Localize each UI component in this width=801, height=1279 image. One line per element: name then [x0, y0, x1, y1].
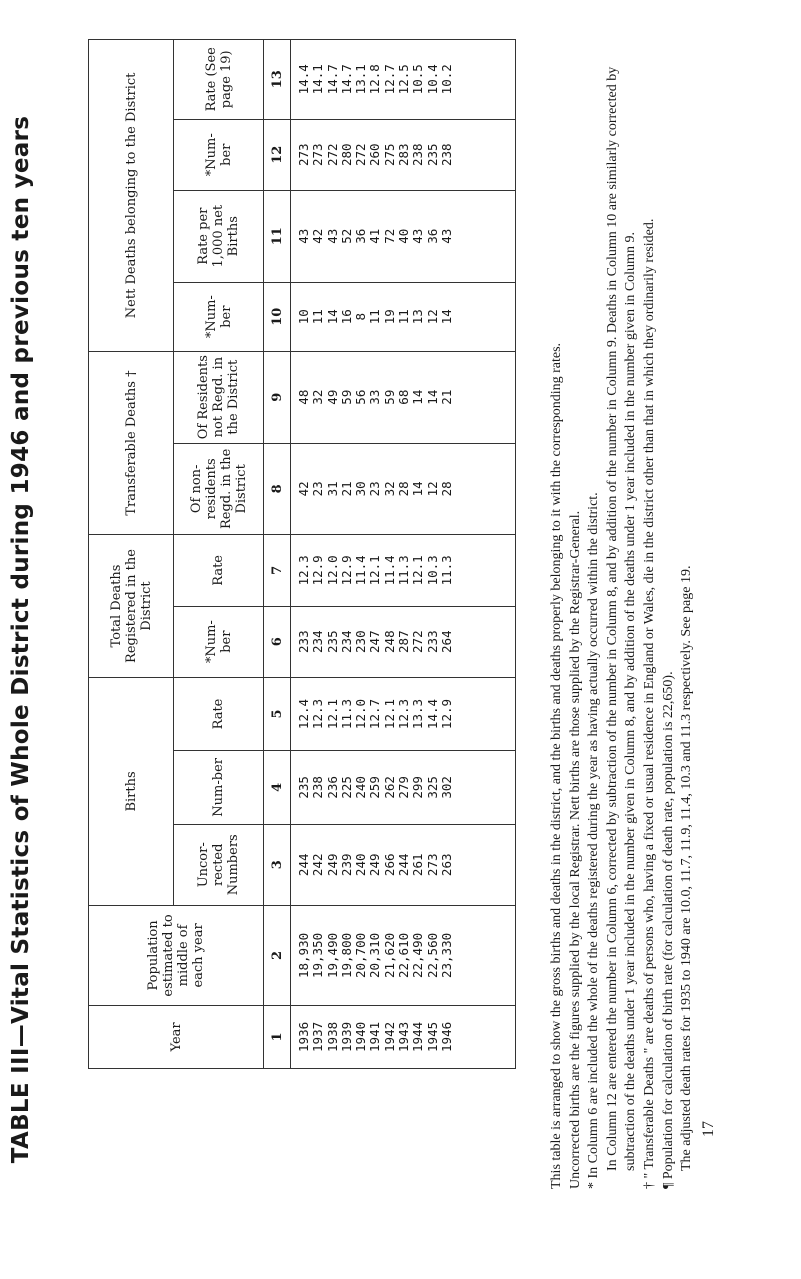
table-cell: 72 — [381, 228, 397, 244]
table-cell: 32 — [310, 389, 326, 405]
page-number: 17 — [700, 1121, 717, 1137]
table-cell: 225 — [338, 776, 354, 799]
table-cell: 52 — [338, 228, 354, 244]
table-cell: 275 — [381, 143, 397, 166]
header-births-uncorrected: Uncor-rected Numbers — [174, 824, 264, 906]
table-cell: 249 — [367, 853, 383, 877]
col-nonresidents — [291, 443, 516, 535]
table-cell: 13 — [410, 309, 426, 325]
table-cell: 239 — [338, 853, 354, 877]
table-cell: 244 — [396, 853, 412, 877]
table-cell: 20,700 — [353, 932, 369, 979]
table-cell: 11 — [396, 309, 412, 325]
table-cell: 11.3 — [396, 555, 412, 586]
header-under1-number: *Num-ber — [174, 282, 264, 351]
table-cell: 31 — [324, 481, 340, 497]
table-cell: 233 — [296, 630, 311, 653]
column-number: 2 — [264, 906, 291, 1006]
table-cell: 272 — [353, 143, 369, 166]
table-cell: 22,610 — [396, 932, 412, 979]
footnote: * In Column 6 are included the whole of the deaths registered during the year as having actually occurred within the district. — [586, 492, 602, 1189]
table-cell: 279 — [396, 776, 412, 799]
table-cell: 240 — [353, 776, 369, 799]
table-cell: 12.3 — [310, 698, 326, 730]
footnote: † " Transferable Deaths " are deaths of persons who, having a fixed or usual residence in England or Wales, die in the district other than that in which they ordinarily resided. — [641, 218, 657, 1189]
header-births-nett-number: Num-ber — [174, 751, 264, 824]
table-cell: 12.9 — [310, 555, 326, 586]
header-births-nett-rate: Rate — [174, 677, 264, 750]
table-cell: 262 — [381, 776, 397, 799]
table-cell: 325 — [424, 776, 440, 799]
table-cell: 12.0 — [353, 698, 369, 730]
table-cell: 234 — [338, 630, 354, 653]
table-cell: 14 — [324, 309, 340, 325]
table-cell: 36 — [353, 228, 369, 244]
table-cell: 283 — [396, 143, 412, 166]
table-cell: 33 — [367, 389, 383, 405]
column-number: 6 — [264, 606, 291, 677]
table-cell: 1946 — [438, 1021, 454, 1052]
table-cell: 1941 — [367, 1021, 383, 1052]
table-cell: 18,930 — [296, 932, 311, 979]
table-cell: 19,350 — [310, 932, 326, 979]
table-cell: 43 — [324, 228, 340, 244]
table-cell: 21 — [338, 481, 354, 497]
table-cell: 14 — [438, 309, 454, 325]
table-cell: 23 — [367, 481, 383, 497]
table-cell: 28 — [438, 481, 454, 497]
table-cell: 1940 — [353, 1021, 369, 1052]
col-allages-number — [291, 119, 516, 190]
table-cell: 266 — [381, 853, 397, 877]
table-cell: 1939 — [338, 1021, 354, 1052]
table-cell: 12.4 — [296, 698, 311, 730]
column-number: 13 — [264, 40, 291, 120]
footnote: This table is arranged to show the gross births and deaths in the district, and the births and deaths properly belonging to it with the corresponding rates. — [549, 342, 564, 1189]
col-population — [291, 906, 516, 1006]
header-under1-rate: Rate per 1,000 net Births — [174, 190, 264, 282]
table-cell: 263 — [438, 853, 454, 877]
table-cell: 236 — [324, 776, 340, 799]
table-cell: 261 — [410, 853, 426, 877]
table-cell: 14 — [424, 389, 440, 405]
table-cell: 249 — [324, 853, 340, 877]
header-population: Population estimated to middle of each year — [89, 906, 264, 1006]
table-cell: 14 — [410, 481, 426, 497]
table-cell: 12.1 — [324, 698, 340, 730]
table-cell: 12 — [424, 481, 440, 497]
table-cell: 43 — [296, 228, 311, 244]
col-births-uncorrected — [291, 824, 516, 906]
header-nonresidents: Of non-residents Regd. in the District — [174, 443, 264, 535]
header-allages-rate: Rate (See page 19) — [174, 40, 264, 120]
table-cell: 43 — [410, 228, 426, 244]
table-cell: 30 — [353, 481, 369, 497]
table-cell: 22,560 — [424, 932, 440, 979]
table-cell: 19,800 — [338, 932, 354, 979]
col-deaths-number — [291, 606, 516, 677]
col-under1-rate — [291, 190, 516, 282]
header-allages-number: *Num-ber — [174, 119, 264, 190]
table-cell: 10.3 — [424, 555, 440, 586]
table-cell: 248 — [381, 630, 397, 653]
header-births: Births — [89, 677, 174, 905]
table-cell: 40 — [396, 228, 412, 244]
col-residents — [291, 351, 516, 443]
column-number: 11 — [264, 190, 291, 282]
table-cell: 68 — [396, 389, 412, 405]
table-cell: 233 — [424, 630, 440, 653]
table-cell: 19,490 — [324, 932, 340, 979]
table-cell: 299 — [410, 776, 426, 799]
table-cell: 11.3 — [438, 555, 454, 586]
table-cell: 12.9 — [438, 698, 454, 730]
table-cell: 264 — [438, 630, 454, 653]
table-cell: 20,310 — [367, 932, 383, 979]
header-deaths-number: *Num-ber — [174, 606, 264, 677]
table-cell: 1936 — [296, 1021, 311, 1052]
table-cell: 1938 — [324, 1021, 340, 1052]
table-cell: 259 — [367, 776, 383, 799]
table-cell: 10.5 — [410, 64, 426, 95]
table-cell: 14.1 — [310, 64, 326, 95]
header-total-deaths: Total Deaths Registered in the District — [89, 535, 174, 678]
table-cell: 1942 — [381, 1021, 397, 1052]
table-cell: 43 — [438, 228, 454, 244]
table-cell: 238 — [410, 143, 426, 166]
table-cell: 21,620 — [381, 932, 397, 979]
table-cell: 36 — [424, 228, 440, 244]
table-cell: 12.7 — [367, 698, 383, 730]
table-cell: 19 — [381, 309, 397, 325]
col-deaths-rate — [291, 535, 516, 606]
table-cell: 22,490 — [410, 932, 426, 979]
table-cell: 280 — [338, 143, 354, 166]
col-allages-rate — [291, 40, 516, 120]
table-cell: 1944 — [410, 1021, 426, 1052]
table-cell: 8 — [353, 312, 369, 321]
table-cell: 14 — [410, 389, 426, 405]
table-cell: 1943 — [396, 1021, 412, 1052]
table-cell: 56 — [353, 389, 369, 405]
table-cell: 28 — [396, 481, 412, 497]
table-cell: 247 — [367, 630, 383, 653]
table-cell: 49 — [324, 389, 340, 405]
table-cell: 235 — [424, 143, 440, 166]
table-cell: 12.1 — [381, 698, 397, 730]
table-cell: 11.3 — [338, 698, 354, 730]
table-cell: 13.1 — [353, 64, 369, 95]
header-transferable-deaths: Transferable Deaths † — [89, 351, 174, 534]
table-cell: 12.5 — [396, 64, 412, 95]
table-cell: 260 — [367, 143, 383, 166]
col-year — [291, 1005, 516, 1068]
table-cell: 14.4 — [424, 698, 440, 730]
table-cell: 12.7 — [381, 64, 397, 95]
table-cell: 240 — [353, 853, 369, 877]
table-cell: 10.2 — [438, 64, 454, 95]
table-cell: 12.3 — [396, 698, 412, 730]
table-cell: 238 — [438, 143, 454, 166]
table-cell: 238 — [310, 776, 326, 799]
vital-statistics-table — [88, 39, 516, 1069]
column-number: 1 — [264, 1005, 291, 1068]
column-number: 4 — [264, 751, 291, 824]
header-deaths-rate: Rate — [174, 535, 264, 606]
table-cell: 42 — [310, 228, 326, 244]
footnote: In Column 12 are entered the number in Column 6, corrected by subtraction of the number in Column 8, and by addition of the number in Column 9. Deaths in Column 10 are similarly corrected by subtraction of the deaths under 1 year included in the number given in Column 8, and by addition of the deaths under 1 year included in the number given in Column 9. — [604, 66, 639, 1171]
table-cell: 1937 — [310, 1021, 326, 1052]
table-cell: 12 — [424, 309, 440, 325]
table-cell: 42 — [296, 481, 311, 497]
table-cell: 59 — [381, 389, 397, 405]
table-cell: 235 — [324, 630, 340, 653]
footnotes — [548, 29, 697, 1189]
table-cell: 11.4 — [353, 555, 369, 586]
table-cell: 244 — [296, 853, 311, 877]
table-cell: 23 — [310, 481, 326, 497]
header-residents: Of Residents not Regd. in the District — [174, 351, 264, 443]
table-cell: 41 — [367, 228, 383, 244]
table-cell: 23,330 — [438, 932, 454, 979]
table-cell: 272 — [324, 143, 340, 166]
table-cell: 235 — [296, 776, 311, 799]
column-number: 9 — [264, 351, 291, 443]
col-births-nett-number — [291, 751, 516, 824]
table-cell: 242 — [310, 853, 326, 877]
table-cell: 12.8 — [367, 64, 383, 95]
column-number: 12 — [264, 119, 291, 190]
table-cell: 273 — [296, 143, 311, 166]
col-under1-number — [291, 282, 516, 351]
table-cell: 234 — [310, 630, 326, 653]
table-cell: 287 — [396, 630, 412, 653]
column-number: 7 — [264, 535, 291, 606]
table-cell: 302 — [438, 776, 454, 799]
table-cell: 273 — [424, 853, 440, 877]
column-number: 3 — [264, 824, 291, 906]
footnote: The adjusted death rates for 1935 to 1940 are 10.0, 11.7, 11.9, 11.4, 10.3 and 11.3 respectively. See page 19. — [679, 565, 695, 1171]
table-cell: 10.4 — [424, 64, 440, 95]
table-cell: 12.1 — [367, 555, 383, 586]
table-cell: 230 — [353, 630, 369, 653]
table-cell: 12.3 — [296, 555, 311, 586]
table-cell: 32 — [381, 481, 397, 497]
column-number: 8 — [264, 443, 291, 535]
column-number: 5 — [264, 677, 291, 750]
table-cell: 21 — [438, 389, 454, 405]
footnote: Uncorrected births are the figures supplied by the local Registrar. Nett births are those supplied by the Registrar-General. — [567, 510, 583, 1189]
table-cell: 11 — [310, 309, 326, 325]
table-cell: 12.1 — [410, 555, 426, 586]
table-cell: 59 — [338, 389, 354, 405]
table-cell: 14.7 — [338, 64, 354, 95]
table-cell: 16 — [338, 309, 354, 325]
table-cell: 11.4 — [381, 555, 397, 586]
footnote: ¶ Population for calculation of birth rate (for calculation of death rate, population is 22,650). — [660, 671, 676, 1189]
table-cell: 12.0 — [324, 555, 340, 586]
table-cell: 14.7 — [324, 64, 340, 95]
table-cell: 273 — [310, 143, 326, 166]
col-births-nett-rate — [291, 677, 516, 750]
table-cell: 11 — [367, 309, 383, 325]
table-cell: 14.4 — [296, 64, 311, 95]
table-cell: 1945 — [424, 1021, 440, 1052]
table-cell: 10 — [296, 309, 311, 325]
header-nett-deaths: Nett Deaths belonging to the District — [89, 40, 174, 352]
column-number: 10 — [264, 282, 291, 351]
table-cell: 12.9 — [338, 555, 354, 586]
table-title: TABLE III—Vital Statistics of Whole District during 1946 and previous ten years — [8, 115, 34, 1164]
table-cell: 48 — [296, 389, 311, 405]
table-cell: 13.3 — [410, 698, 426, 730]
table-cell: 272 — [410, 630, 426, 653]
header-year: Year — [89, 1005, 264, 1068]
